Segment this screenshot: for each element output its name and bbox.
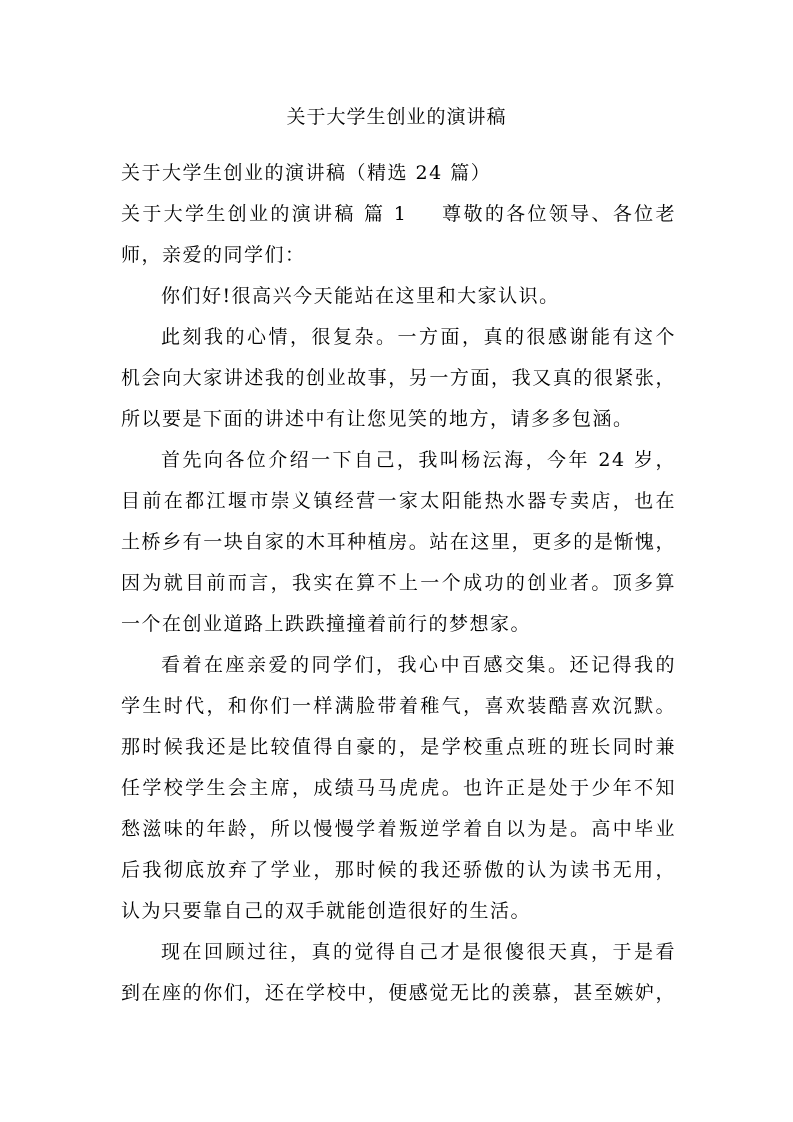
paragraph-line: 那时候我还是比较值得自豪的，是学校重点班的班长同时兼 — [121, 736, 676, 758]
document-title: 关于大学生创业的演讲稿 — [286, 106, 507, 128]
section-heading: 关于大学生创业的演讲稿 篇 1 — [121, 203, 408, 225]
subtitle-line: 关于大学生创业的演讲稿（精选 24 篇） — [121, 162, 492, 184]
paragraph-line: 目前在都江堰市崇义镇经营一家太阳能热水器专卖店，也在 — [121, 490, 676, 512]
paragraph-line: 任学校学生会主席，成绩马马虎虎。也许正是处于少年不知 — [121, 777, 676, 799]
paragraph-line: 所以要是下面的讲述中有让您见笑的地方，请多多包涵。 — [121, 408, 634, 430]
paragraph-line: 因为就目前而言，我实在算不上一个成功的创业者。顶多算 — [121, 572, 676, 594]
paragraph-line: 你们好!很高兴今天能站在这里和大家认识。 — [161, 285, 560, 307]
paragraph-line: 到在座的你们，还在学校中，便感觉无比的羡慕，甚至嫉妒， — [121, 982, 676, 1004]
paragraph-line: 一个在创业道路上跌跌撞撞着前行的梦想家。 — [121, 613, 532, 635]
paragraph-line: 学生时代，和你们一样满脸带着稚气，喜欢装酷喜欢沉默。 — [121, 695, 676, 717]
salutation-start: 尊敬的各位领导、各位老 — [441, 203, 676, 225]
paragraph-line: 看着在座亲爱的同学们，我心中百感交集。还记得我的 — [161, 654, 676, 676]
paragraph-line: 此刻我的心情，很复杂。一方面，真的很感谢能有这个 — [161, 326, 676, 348]
paragraph-line: 愁滋味的年龄，所以慢慢学着叛逆学着自以为是。高中毕业 — [121, 818, 676, 840]
section-heading-line — [121, 194, 676, 235]
paragraph-line: 土桥乡有一块自家的木耳种植房。站在这里，更多的是惭愧， — [121, 531, 676, 553]
paragraph-line: 首先向各位介绍一下自己，我叫杨沄海，今年 24 岁， — [161, 449, 676, 471]
document-body — [121, 153, 676, 1014]
paragraph-line: 现在回顾过往，真的觉得自己才是很傻很天真，于是看 — [161, 941, 676, 963]
salutation-line: 师，亲爱的同学们： — [121, 244, 306, 266]
paragraph-line: 认为只要靠自己的双手就能创造很好的生活。 — [121, 900, 532, 922]
paragraph-line: 后我彻底放弃了学业，那时候的我还骄傲的认为读书无用， — [121, 859, 676, 881]
paragraph-line: 机会向大家讲述我的创业故事，另一方面，我又真的很紧张， — [121, 367, 676, 389]
